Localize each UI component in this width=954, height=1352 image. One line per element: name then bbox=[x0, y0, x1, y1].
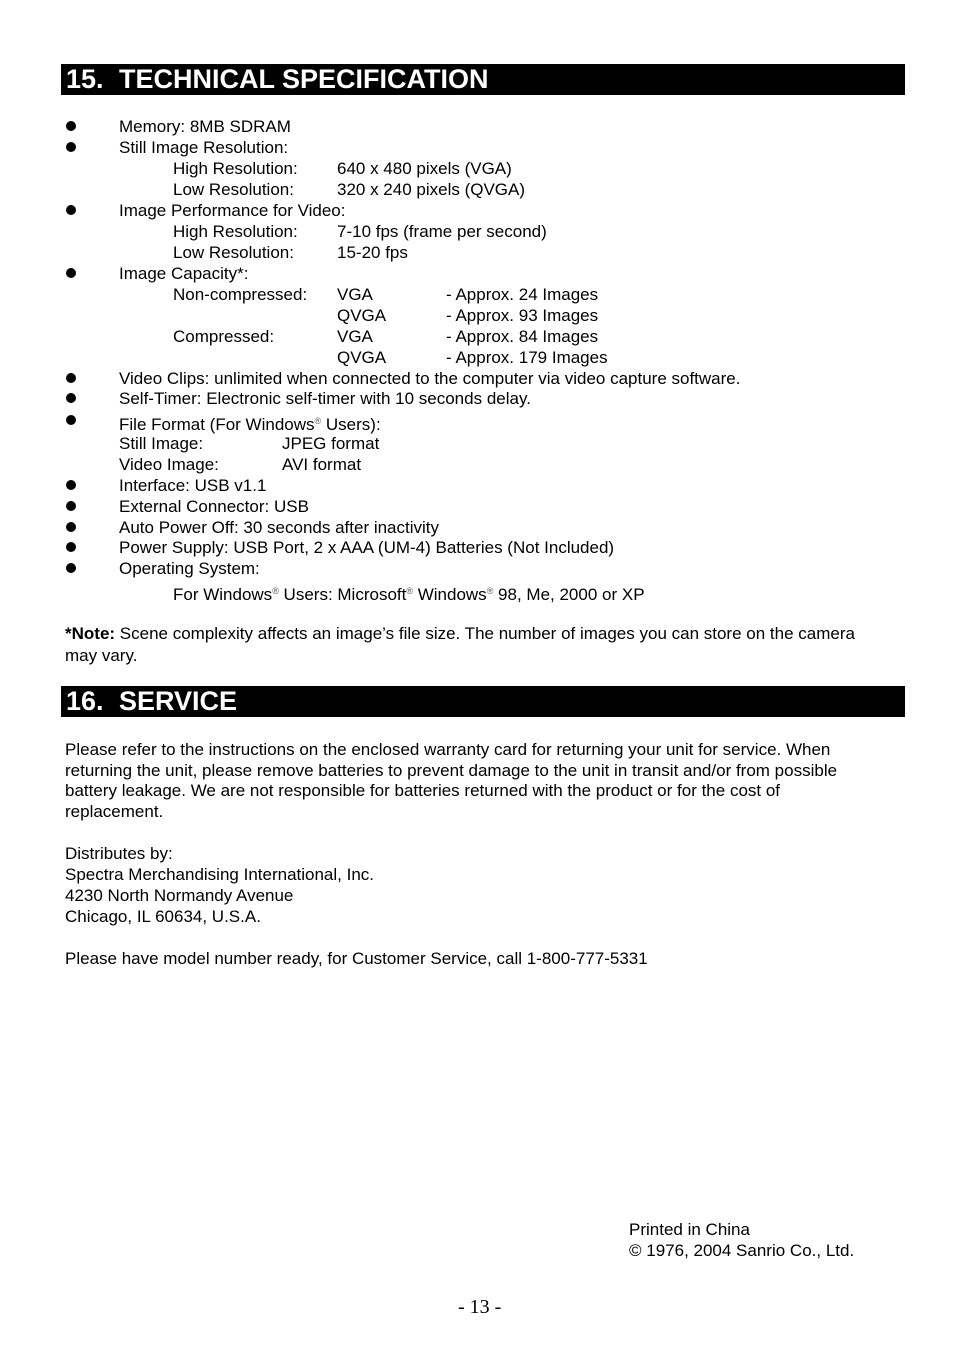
video-low-value: 15-20 fps bbox=[337, 243, 408, 262]
capacity-row-format: VGA bbox=[337, 285, 373, 304]
service-paragraph-line: replacement. bbox=[65, 802, 164, 821]
spec-video-performance-label: Image Performance for Video: bbox=[119, 201, 346, 220]
registered-mark: ® bbox=[406, 586, 413, 596]
section-16-header bbox=[61, 686, 905, 717]
bullet-icon bbox=[66, 501, 76, 511]
capacity-row-label: Compressed: bbox=[173, 327, 275, 346]
spec-os-label: Operating System: bbox=[119, 559, 260, 578]
spec-still-resolution-label: Still Image Resolution: bbox=[119, 138, 289, 157]
section-16-number: 16. bbox=[66, 686, 104, 716]
bullet-icon bbox=[66, 373, 76, 383]
video-high-value: 7-10 fps (frame per second) bbox=[337, 222, 547, 241]
os-text: For Windows bbox=[173, 585, 273, 604]
spec-power-supply: Power Supply: USB Port, 2 x AAA (UM-4) Batteries (Not Included) bbox=[119, 538, 615, 557]
spec-interface: Interface: USB v1.1 bbox=[119, 476, 267, 495]
bullet-icon bbox=[66, 522, 76, 532]
spec-video-clips: Video Clips: unlimited when connected to the computer via video capture software. bbox=[119, 369, 741, 388]
bullet-icon bbox=[66, 268, 76, 278]
page-number: - 13 - bbox=[458, 1296, 502, 1318]
capacity-row-format: VGA bbox=[337, 327, 373, 346]
registered-mark: ® bbox=[486, 586, 494, 596]
still-image-label: Still Image: bbox=[119, 434, 204, 453]
capacity-row-amount: - Approx. 84 Images bbox=[446, 327, 599, 346]
capacity-row-label: Non-compressed: bbox=[173, 285, 308, 304]
registered-mark: ® bbox=[272, 586, 279, 596]
capacity-row-format: QVGA bbox=[337, 306, 387, 325]
address-line: Spectra Merchandising International, Inc. bbox=[65, 865, 375, 884]
note-label: *Note: bbox=[65, 624, 116, 643]
bullet-icon bbox=[66, 142, 76, 152]
printed-in: Printed in China bbox=[629, 1220, 750, 1239]
note-text: Scene complexity affects an image’s file size. The number of images you can store on the camera bbox=[115, 624, 855, 643]
os-text: 98, Me, 2000 or XP bbox=[493, 585, 645, 604]
section-15-title: TECHNICAL SPECIFICATION bbox=[119, 64, 489, 94]
os-text: Users: Microsoft bbox=[278, 585, 407, 604]
video-high-label: High Resolution: bbox=[173, 222, 298, 241]
video-low-label: Low Resolution: bbox=[173, 243, 294, 262]
still-low-value: 320 x 240 pixels (QVGA) bbox=[337, 180, 526, 199]
video-image-value: AVI format bbox=[282, 455, 362, 474]
bullet-icon bbox=[66, 393, 76, 403]
video-image-label: Video Image: bbox=[119, 455, 219, 474]
capacity-row-amount: - Approx. 93 Images bbox=[446, 306, 599, 325]
bullet-icon bbox=[66, 480, 76, 490]
bullet-icon bbox=[66, 415, 76, 425]
service-paragraph-line: battery leakage. We are not responsible for batteries returned with the product or for the cost of bbox=[65, 781, 781, 800]
section-16-title: SERVICE bbox=[119, 686, 238, 716]
customer-service-line: Please have model number ready, for Customer Service, call 1-800-777-5331 bbox=[65, 949, 648, 968]
copyright: © 1976, 2004 Sanrio Co., Ltd. bbox=[629, 1241, 855, 1260]
spec-file-format bbox=[119, 411, 381, 435]
spec-self-timer: Self-Timer: Electronic self-timer with 10 seconds delay. bbox=[119, 389, 531, 408]
os-text: Windows bbox=[413, 585, 487, 604]
bullet-icon bbox=[66, 205, 76, 215]
bullet-icon bbox=[66, 563, 76, 573]
spec-connector: External Connector: USB bbox=[119, 497, 309, 516]
address-line: Distributes by: bbox=[65, 844, 173, 863]
service-paragraph-line: Please refer to the instructions on the enclosed warranty card for returning your unit for service. When bbox=[65, 740, 831, 759]
still-low-label: Low Resolution: bbox=[173, 180, 294, 199]
address-line: 4230 North Normandy Avenue bbox=[65, 886, 294, 905]
capacity-row-format: QVGA bbox=[337, 348, 387, 367]
spec-os-value bbox=[173, 581, 645, 605]
capacity-note bbox=[65, 624, 855, 644]
spec-auto-power: Auto Power Off: 30 seconds after inactivity bbox=[119, 518, 440, 537]
spec-capacity-label: Image Capacity*: bbox=[119, 264, 249, 283]
address-line: Chicago, IL 60634, U.S.A. bbox=[65, 907, 261, 926]
still-high-label: High Resolution: bbox=[173, 159, 298, 178]
still-image-value: JPEG format bbox=[282, 434, 380, 453]
capacity-row-amount: - Approx. 24 Images bbox=[446, 285, 599, 304]
file-format-text: Users): bbox=[321, 415, 381, 434]
file-format-text: File Format (For Windows bbox=[119, 415, 315, 434]
section-15-header bbox=[61, 64, 905, 95]
still-high-value: 640 x 480 pixels (VGA) bbox=[337, 159, 512, 178]
bullet-icon bbox=[66, 542, 76, 552]
service-paragraph-line: returning the unit, please remove batteries to prevent damage to the unit in transit and/or from possible bbox=[65, 761, 838, 780]
capacity-row-amount: - Approx. 179 Images bbox=[446, 348, 608, 367]
bullet-icon bbox=[66, 121, 76, 131]
spec-memory: Memory: 8MB SDRAM bbox=[119, 117, 291, 136]
section-15-number: 15. bbox=[66, 64, 104, 94]
registered-mark: ® bbox=[314, 416, 322, 426]
note-text-continued: may vary. bbox=[65, 646, 138, 665]
